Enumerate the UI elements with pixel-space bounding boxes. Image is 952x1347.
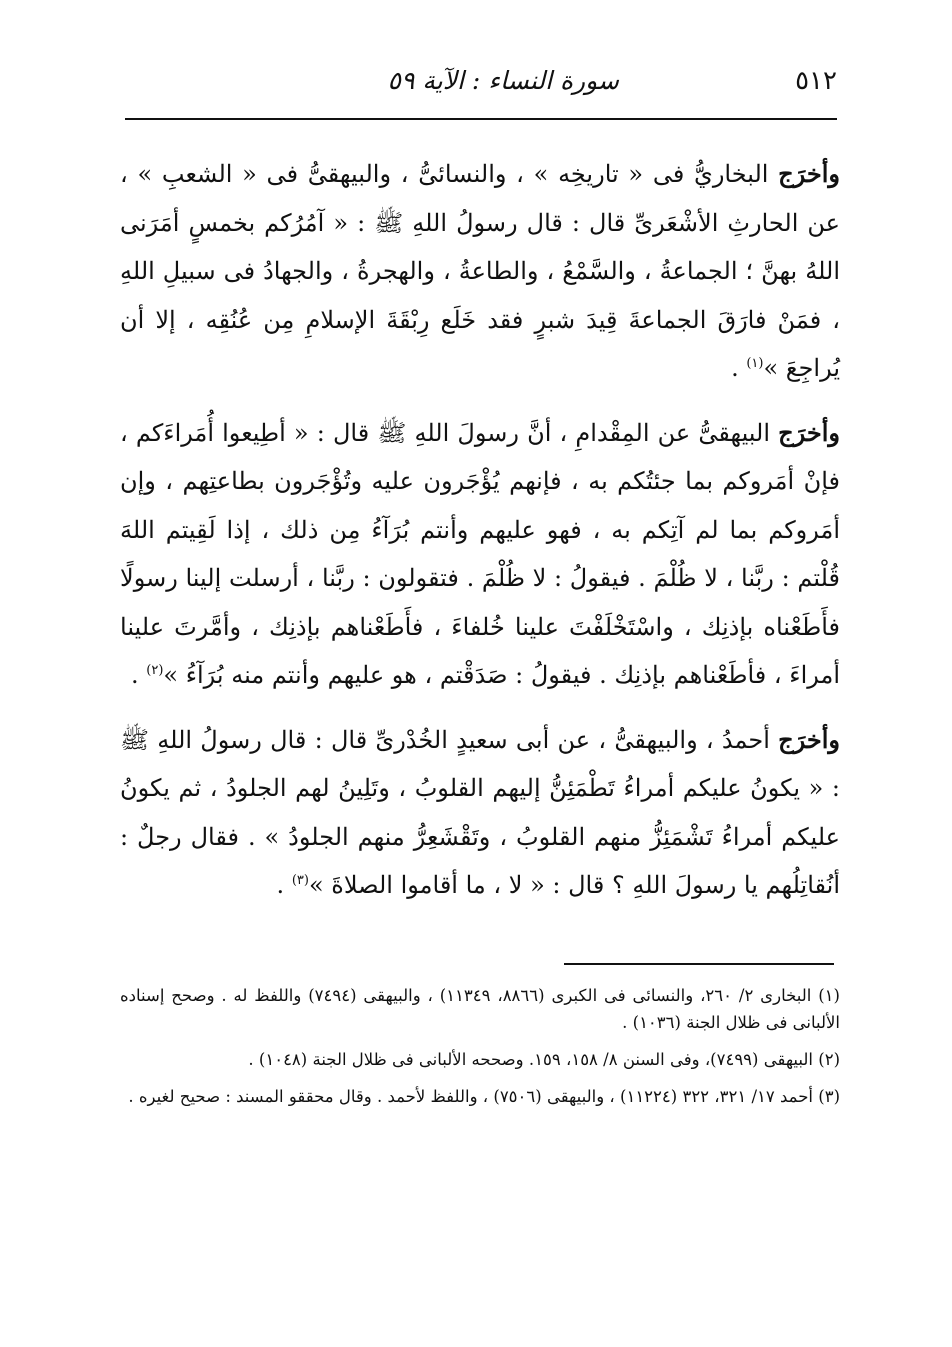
paragraph-text: البخاريُّ فى « تاريخِه » ، والنسائىُّ ، والبيهقىُّ فى « الشعبِ » ، عن الحارثِ الأشْعَرىِّ قال : قال رسولُ اللهِ ﷺ : « آمُرُكم بخمسٍ أمَرَنى اللهُ بهنَّ ؛ الجماعةُ ، والسَّمْعُ ، والطاعةُ ، والهجرةُ ، والجهادُ فى سبيلِ اللهِ ، فمَنْ فارَقَ الجماعةَ قِيدَ شبرٍ فقد خَلَع رِبْقَةَ الإسلامِ مِن عُنُقِه ، إلا أن يُراجِعَ »: [120, 160, 840, 382]
main-text: [120, 150, 840, 926]
footnote-reference: (٣): [291, 873, 309, 888]
footnote-3: (٣) أحمد ١٧/ ٣٢١، ٣٢٢ (١١٢٢٤) ، والبيهقى (٧٥٠٦) ، واللفظ لأحمد . وقال محققو المسند : صحيح لغيره .: [128, 1087, 840, 1106]
paragraph-2: [120, 409, 840, 700]
header-divider: [125, 118, 837, 120]
paragraph-tail: .: [276, 871, 292, 899]
paragraph-text: أحمدُ ، والبيهقىُّ ، عن أبى سعيدٍ الخُدْرىِّ قال : قال رسولُ اللهِ ﷺ : « يكونُ عليكم أمراءُ تَطْمَئِنُّ إليهم القلوبُ ، وتَلِينُ لهم الجلودُ ، ثم يكونُ عليكم أمراءُ تَشْمَئِزُّ منهم القلوبُ ، وتَقْشَعِرُّ منهم الجلودُ » . فقال رجلٌ : أنُقاتِلُهم يا رسولَ اللهِ ؟ قال : « لا ، ما أقاموا الصلاةَ »: [120, 725, 840, 899]
footnote-1: (١) البخارى ٢/ ٢٦٠، والنسائى فى الكبرى (٨٨٦٦، ١١٣٤٩) ، والبيهقى (٧٤٩٤) واللفظ له . وصحح إسناده الألبانى فى ظلال الجنة (١٠٣٦) .: [120, 986, 840, 1032]
footnotes: [120, 982, 840, 1120]
page-header: [125, 58, 837, 114]
paragraph-3: [120, 716, 840, 910]
footnote-divider: [564, 963, 834, 965]
paragraph-text: البيهقىُّ عن المِقْدامِ ، أنَّ رسولَ اللهِ ﷺ قال : « أطِيعوا أُمَراءَكم ، فإنْ أمَروكم بما جئتُكم به ، فإنهم يُؤْجَرون عليه وتُؤْجَرون بطاعتِهم ، وإن أمَروكم بما لم آتِكم به ، فهو عليهم وأنتم بُرَآءُ مِن ذلك ، إذا لَقِيتم اللهَ قُلْتم : ربَّنا ، لا ظُلْمَ . فيقولُ : لا ظُلْمَ . فتقولون : ربَّنا ، أرسلت إلينا رسولًا فأَطَعْناه بإذنِك ، واسْتَخْلَفْتَ علينا خُلفاءَ ، فأَطَعْناهم بإذنِك ، وأمَّرتَ علينا أمراءَ ، فأطَعْناهم بإذنِك . فيقولُ : صَدَقْتم ، هو عليهم وأنتم منه بُرَآءُ »: [120, 418, 840, 689]
paragraph-tail: .: [131, 661, 147, 689]
footnote-reference: (٢): [146, 663, 164, 678]
paragraph-1: [120, 150, 840, 393]
paragraph-tail: .: [731, 354, 747, 382]
paragraph-lead: وأخرَج: [778, 417, 840, 447]
footnote-2: (٢) البيهقى (٧٤٩٩)، وفى السنن ٨/ ١٥٨، ١٥٩. وصححه الألبانى فى ظلال الجنة (١٠٤٨) .: [248, 1050, 840, 1069]
page-number: ٥١٢: [795, 66, 837, 96]
footnote-reference: (١): [746, 356, 764, 371]
paragraph-lead: وأخرَج: [778, 724, 840, 754]
paragraph-lead: وأخرَج: [778, 159, 840, 188]
running-title: سورة النساء : الآية ٥٩: [387, 66, 619, 95]
